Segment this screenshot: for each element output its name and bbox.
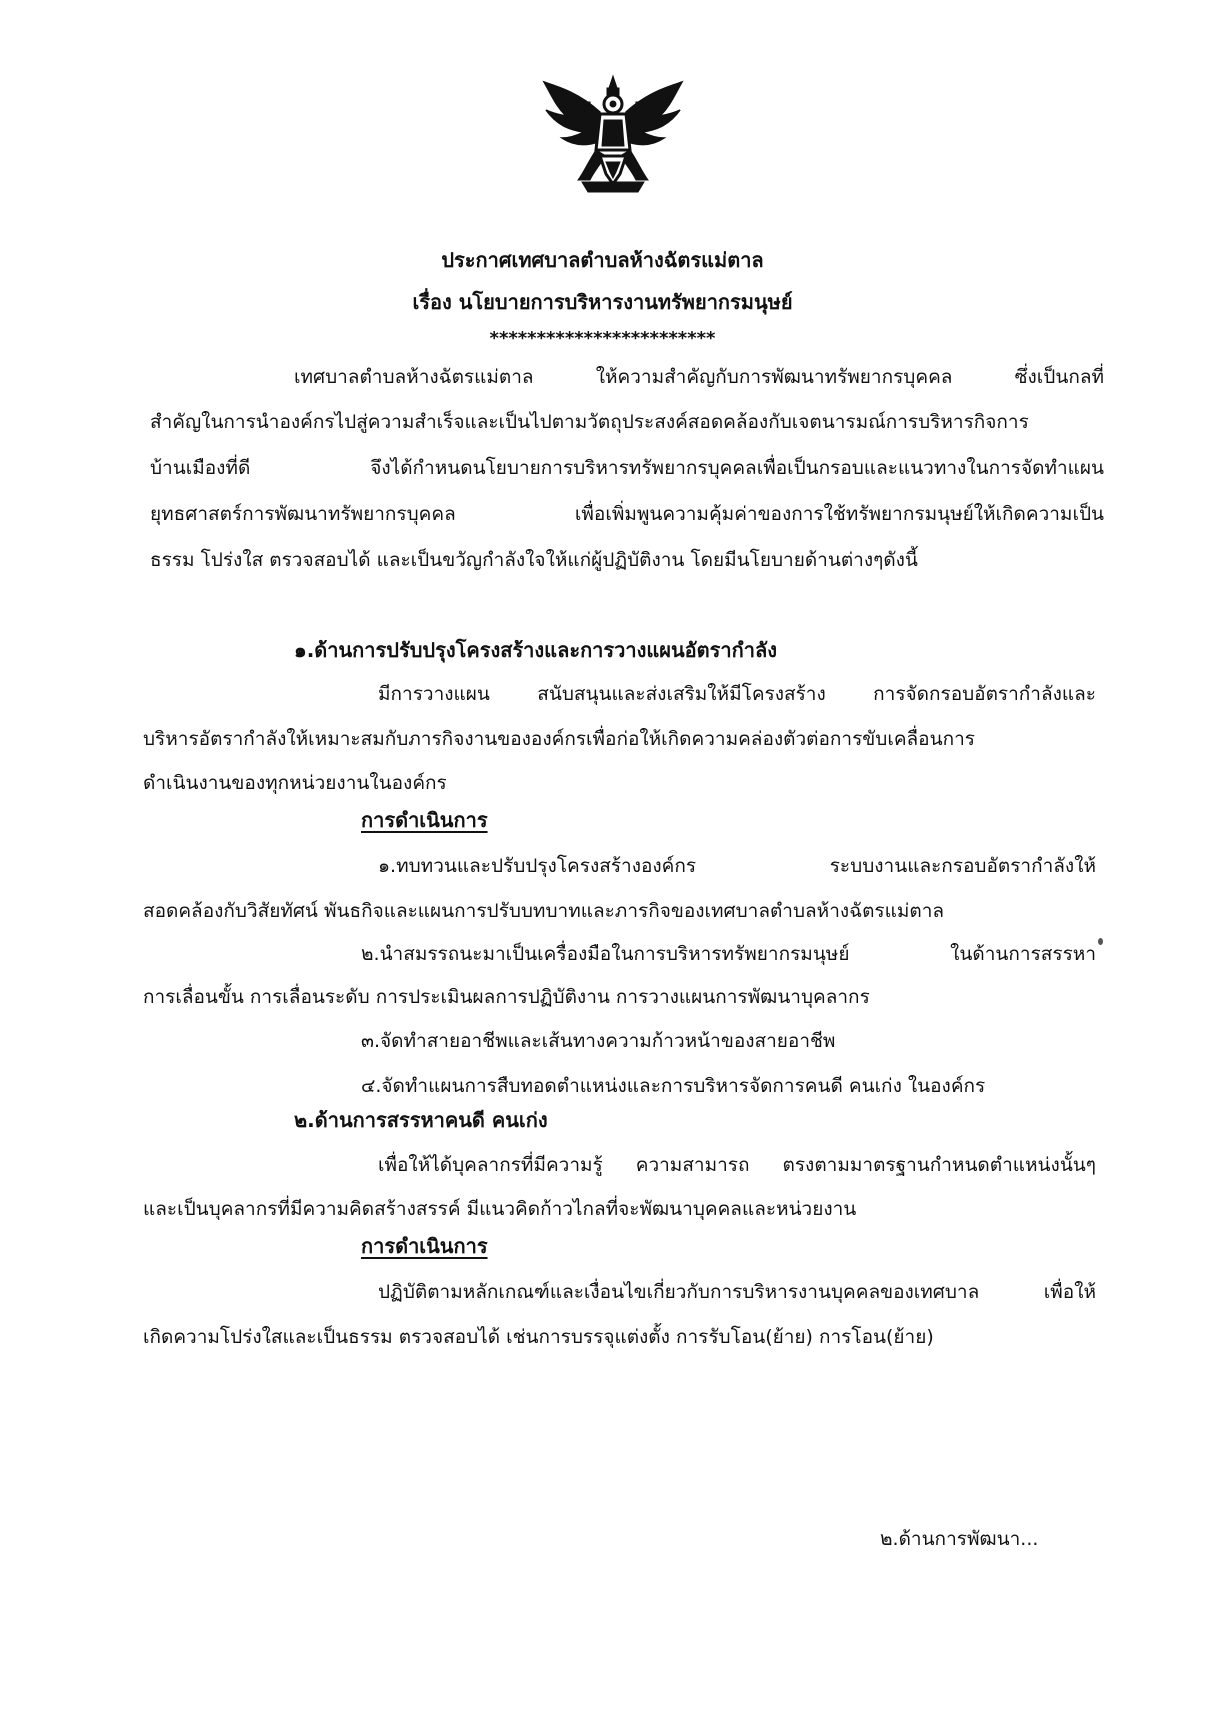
section2-item: ปฏิบัติตามหลักเกณฑ์และเงื่อนไขเกี่ยวกับการบริหารงานบุคคลของเทศบาล เพื่อให้ [378, 1281, 1096, 1303]
announcement-subject: เรื่อง นโยบายการบริหารงานทรัพยากรมนุษย์ [412, 290, 793, 314]
section1-body-line: มีการวางแผน สนับสนุนและส่งเสริมให้มีโครงสร้าง การจัดกรอบอัตรากำลังและ [378, 683, 1096, 705]
section2-item: เกิดความโปร่งใสและเป็นธรรม ตรวจสอบได้ เช่นการบรรจุแต่งตั้ง การรับโอน(ย้าย) การโอน(ย้าย) [143, 1326, 934, 1348]
section1-body-line: ดำเนินงานของทุกหน่วยงานในองค์กร [143, 772, 447, 794]
title-separator: ************************ [489, 328, 716, 349]
intro-line: ยุทธศาสตร์การพัฒนาทรัพยากรบุคคล เพื่อเพิ่มพูนความคุ้มค่าของการใช้ทรัพยากรมนุษย์ให้เกิดความเป็น [150, 503, 1104, 525]
section1-item: การเลื่อนขั้น การเลื่อนระดับ การประเมินผลการปฏิบัติงาน การวางแผนการพัฒนาบุคลากร [143, 986, 870, 1008]
scan-speck [1098, 938, 1103, 945]
section1-item: ๒.นำสมรรถนะมาเป็นเครื่องมือในการบริหารทรัพยากรมนุษย์ ในด้านการสรรหา [361, 943, 1096, 965]
section1-item: ๓.จัดทำสายอาชีพและเส้นทางความก้าวหน้าของสายอาชีพ [361, 1030, 836, 1052]
intro-line: เทศบาลตำบลห้างฉัตรแม่ตาล ให้ความสำคัญกับการพัฒนาทรัพยากรบุคคล ซึ่งเป็นกลที่ [294, 366, 1104, 388]
continuation-text: ๒.ด้านการพัฒนา... [880, 1528, 1039, 1550]
section1-item: ๔.จัดทำแผนการสืบทอดตำแหน่งและการบริหารจัดการคนดี คนเก่ง ในองค์กร [361, 1075, 986, 1097]
section2-operation-label: การดำเนินการ [361, 1234, 488, 1258]
section1-body-line: บริหารอัตรากำลังให้เหมาะสมกับภารกิจงานขององค์กรเพื่อก่อให้เกิดความคล่องตัวต่อการขับเคลื่อนการ [143, 728, 975, 750]
intro-line: ธรรม โปร่งใส ตรวจสอบได้ และเป็นขวัญกำลังใจให้แก่ผู้ปฏิบัติงาน โดยมีนโยบายด้านต่างๆดังนี้ [150, 549, 918, 571]
section2-body-line: เพื่อให้ได้บุคลากรที่มีความรู้ ความสามารถ ตรงตามมาตรฐานกำหนดตำแหน่งนั้นๆ [378, 1154, 1096, 1176]
intro-line: สำคัญในการนำองค์กรไปสู่ความสำเร็จและเป็นไปตามวัตถุประสงค์สอดคล้องกับเจตนารมณ์การบริหารกิจการ [150, 411, 1029, 433]
section1-heading: ๑.ด้านการปรับปรุงโครงสร้างและการวางแผนอัตรากำลัง [294, 638, 777, 662]
garuda-emblem-icon [538, 72, 688, 200]
section1-item: สอดคล้องกับวิสัยทัศน์ พันธกิจและแผนการปรับบทบาทและภารกิจของเทศบาลตำบลห้างฉัตรแม่ตาล [143, 900, 945, 922]
section1-item: ๑.ทบทวนและปรับปรุงโครงสร้างองค์กร ระบบงานและกรอบอัตรากำลังให้ [378, 855, 1096, 877]
section1-operation-label: การดำเนินการ [361, 808, 488, 832]
announcement-title: ประกาศเทศบาลตำบลห้างฉัตรแม่ตาล [441, 248, 764, 272]
section2-body-line: และเป็นบุคลากรที่มีความคิดสร้างสรรค์ มีแนวคิดก้าวไกลที่จะพัฒนาบุคคลและหน่วยงาน [143, 1198, 857, 1220]
intro-line: บ้านเมืองที่ดี จึงได้กำหนดนโยบายการบริหารทรัพยากรบุคคลเพื่อเป็นกรอบและแนวทางในการจัดทำแผน [150, 457, 1104, 479]
section2-heading: ๒.ด้านการสรรหาคนดี คนเก่ง [294, 1108, 548, 1132]
